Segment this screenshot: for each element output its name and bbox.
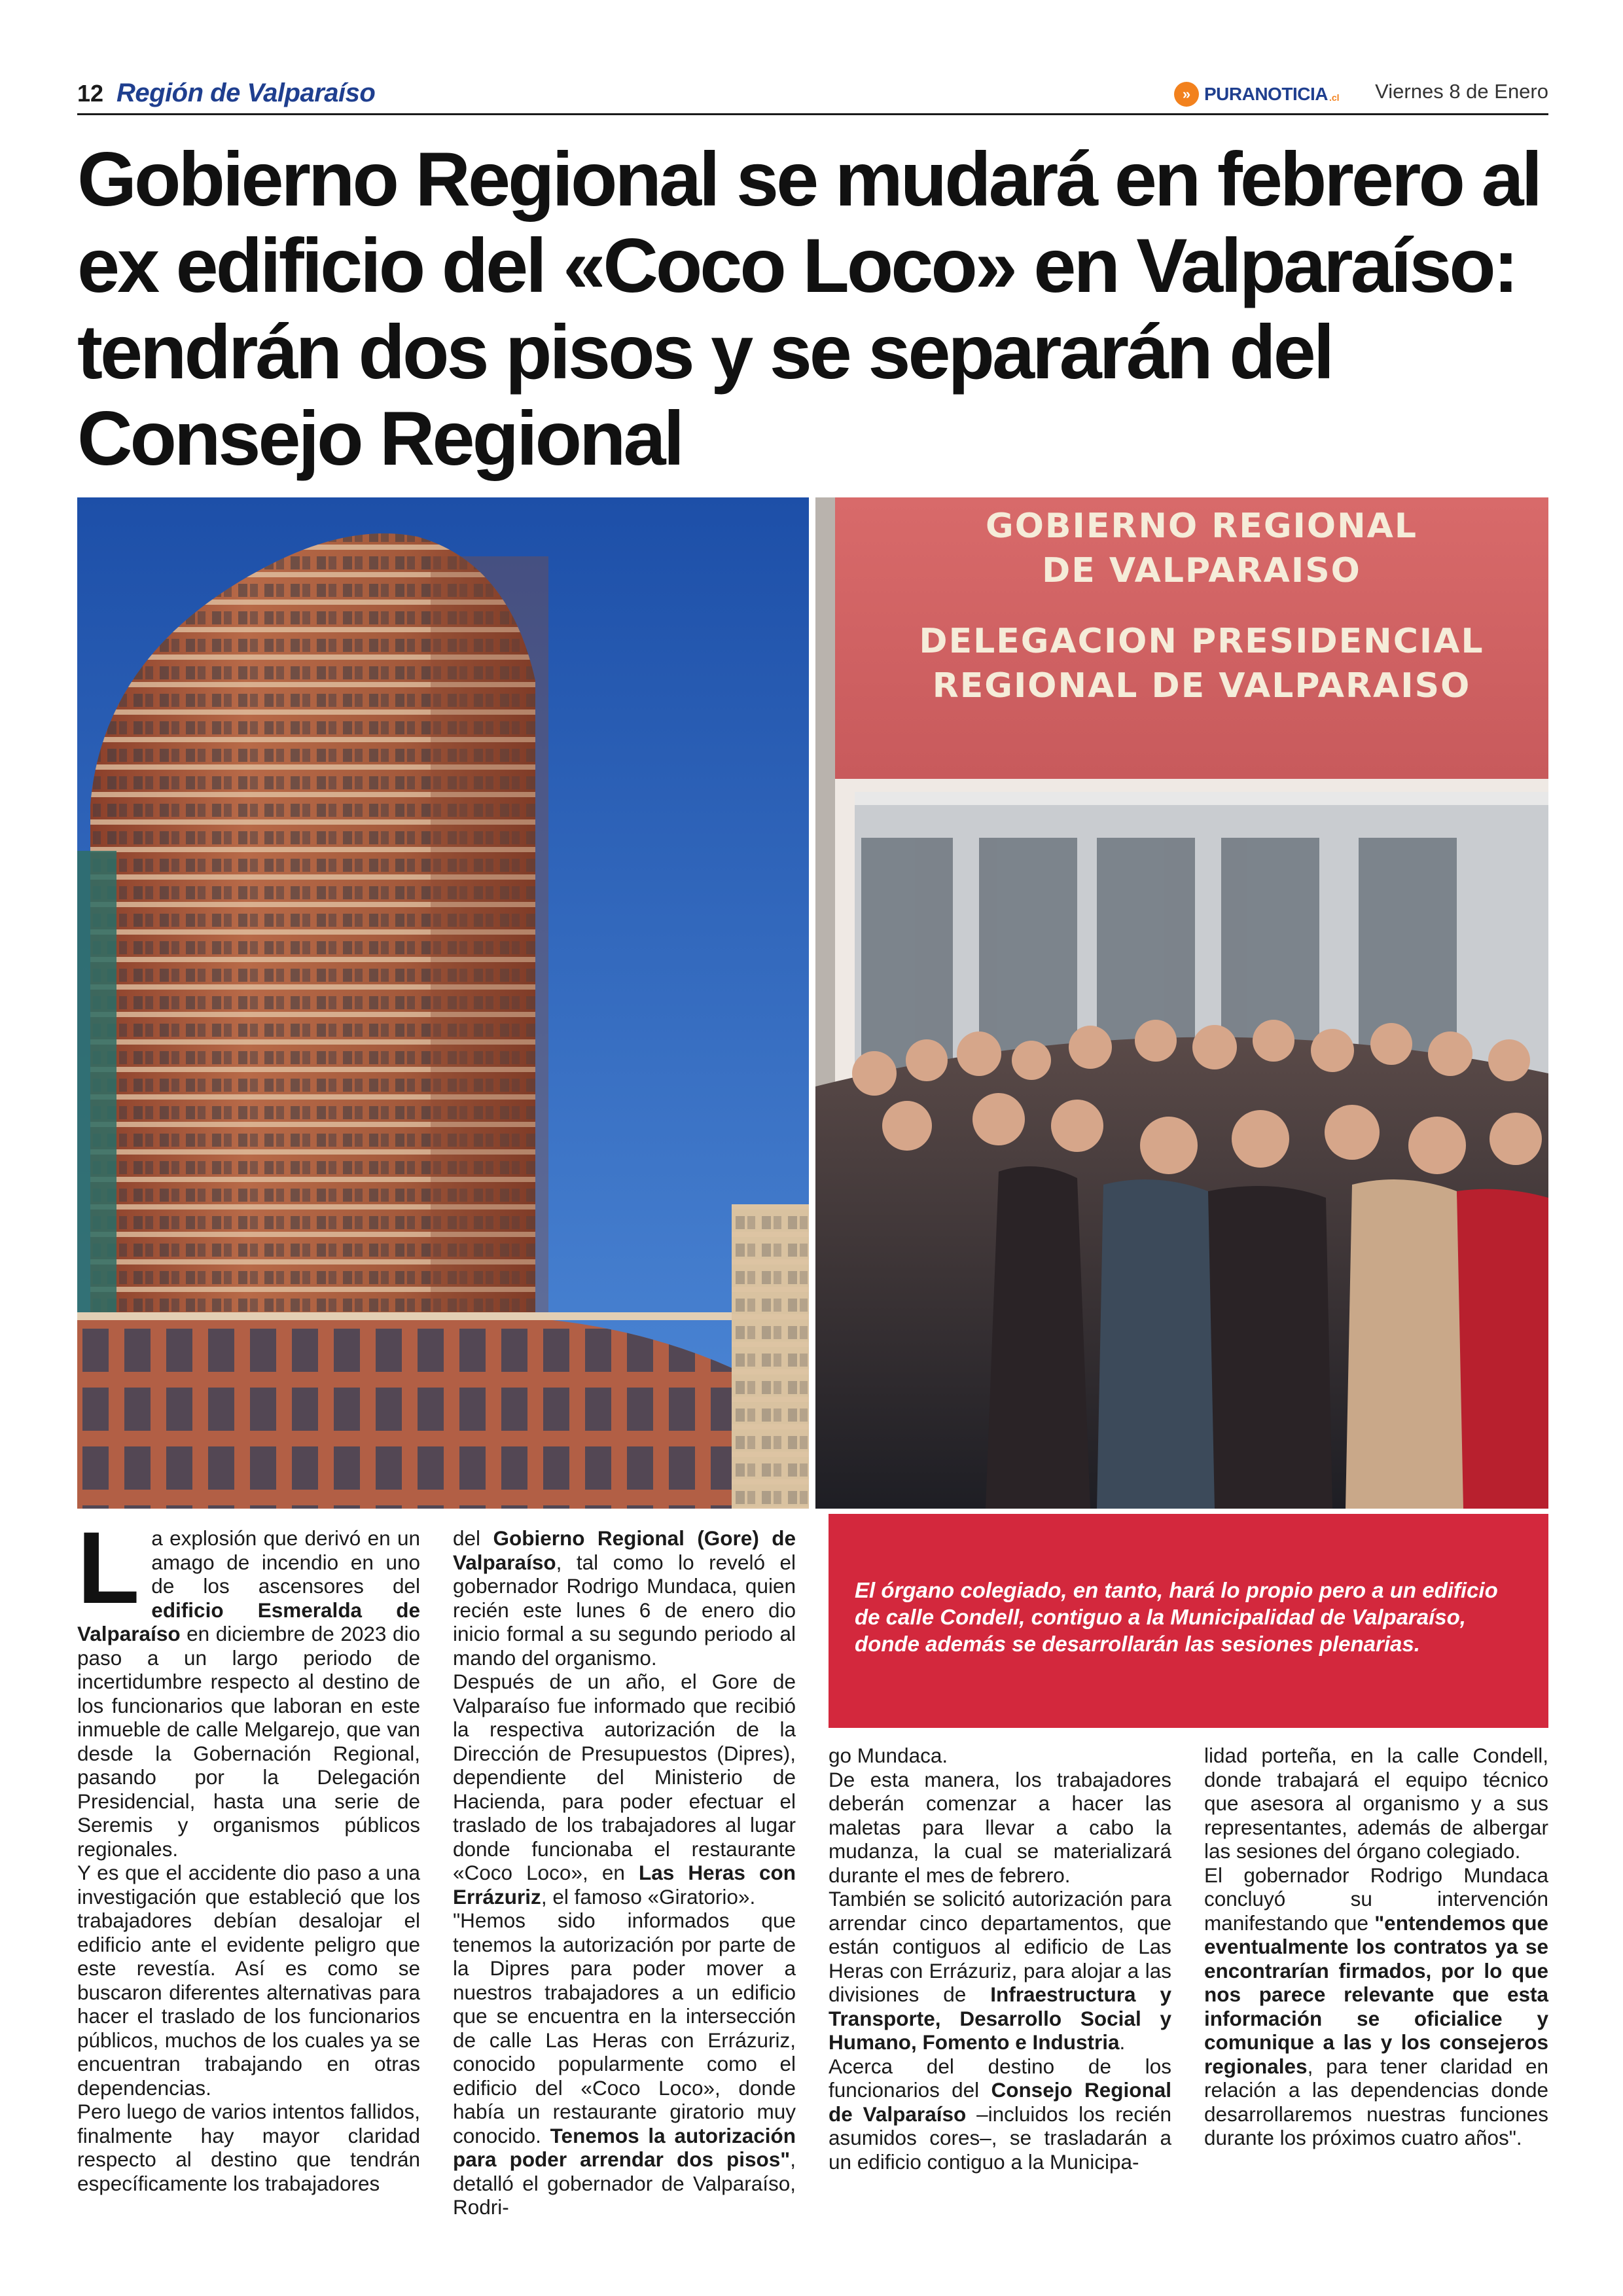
text-run: a explosión que derivó en un amago de incendio en uno de los ascensores del [151,1526,420,1598]
brand-arrows-icon: » [1174,82,1199,107]
paragraph: Y es que el accidente dio paso a una investigación que estableció que los trabajadores debían desalojar el edificio ante el evidente peligro que este revestía. Así es como se buscaron diferentes alternativas para hacer el traslado de los funcionarios públicos, muchos de los cuales ya se encuentran trabajando en otras dependencias. [77,1861,420,2100]
bold-text-run: edificio Esmeralda de Valparaíso [77,1598,420,1645]
page-header [77,73,1548,115]
text-run: , detalló el gobernador de Valparaíso, Rodri- [453,2147,796,2219]
pull-quote [829,1514,1548,1728]
paragraph [453,1526,796,1670]
section-name: Región de Valparaíso [116,79,376,107]
paragraph [453,1909,796,2219]
text-run: , para tener claridad en relación a las dependencias donde desarrollaremos nuestras funciones durante los próximos cuatro años". [1204,2054,1548,2149]
paragraph: Pero luego de varios intentos fallidos, finalmente hay mayor claridad respecto al destino que tendrán específicamente los trabajadores [77,2100,420,2195]
sign-line-3: DELEGACION PRESIDENCIAL [919,622,1484,661]
paragraph [453,1670,796,1909]
text-run: –incluidos los recién asumidos cores–, se trasladarán a un edificio contiguo a la Municipa- [829,2102,1172,2174]
text-run: , tal como lo reveló el gobernador Rodrigo Mundaca, quien recién este lunes 6 de enero dio inicio formal a su segundo periodo al mando del organismo. [453,1550,796,1670]
group-photo [815,497,1548,1509]
text-run: del [453,1526,493,1550]
dropcap: L [77,1511,140,1625]
bold-text-run: "entendemos que eventualmente los contratos ya se encontrarían firmados, por lo que nos parece relevante que esta información se oficialice y comunique a las y los consejeros regionales [1204,1910,1549,2078]
text-run: , el famoso «Giratorio». [541,1884,756,1909]
article-column-4 [1204,1744,1548,2150]
bold-text-run: Las Heras con Errázuriz [453,1861,796,1909]
paragraph: De esta manera, los trabajadores deberán comenzar a hacer las maletas para llevar a cabo la mudanza, la cual se materializará durante el mes de febrero. [829,1767,1171,1887]
text-run: "Hemos sido informados que tenemos la autorización por parte de la Dipres para poder mover a nuestros trabajadores a un edificio que se encuentra en la intersección de calle Las Heras con Errázuriz, conocido popularmente como el edificio del «Coco Loco», donde había un restaurante giratorio muy conocido. [453,1909,796,2147]
paragraph [1204,1863,1548,2150]
text-run: . [1119,2030,1126,2054]
text-run: Después de un año, el Gore de Valparaíso fue informado que recibió la respectiva autorización de la Dirección de Presupuestos (Dipres), dependiente del Ministerio de Hacienda, para poder efectuar el traslado de los trabajadores al lugar donde funcionaba el restaurante «Coco Loco», en [453,1670,796,1884]
article-column-3 [829,1744,1171,2174]
paragraph [829,2054,1171,2174]
bold-text-run: Tenemos la autorización para poder arrendar dos pisos" [453,2123,796,2171]
article-column-1 [77,1511,420,2195]
headline: Gobierno Regional se mudará en febrero al ex edificio del «Coco Loco» en Valparaíso: tendrán dos pisos y se separarán del Consejo Regional [77,136,1541,481]
page-number: 12 [77,80,104,107]
sign-line-1: GOBIERNO REGIONAL [986,507,1418,546]
paragraph [829,1887,1171,2054]
paragraph [77,1511,420,1861]
text-run: El gobernador Rodrigo Mundaca concluyó su intervención manifestando que [1204,1863,1548,1935]
paragraph: go Mundaca. [829,1744,948,1767]
text-run: También se solicitó autorización para arrendar cinco departamentos, que están contiguos al edificio de Las Heras con Errázuriz, para alojar a las divisiones de [829,1887,1171,2006]
brand-logo [1174,81,1340,107]
text-run: Acerca del destino de los funcionarios del [829,2054,1171,2102]
bold-text-run: Infraestructura y Transporte, Desarrollo Social y Humano, Fomento e Industria [829,1982,1171,2054]
sign-line-4: REGIONAL DE VALPARAISO [932,666,1471,706]
paragraph: lidad porteña, en la calle Condell, donde trabajará el equipo técnico que asesora al organismo y a sus representantes, además de albergar las sesiones del órgano colegiado. [1204,1744,1548,1863]
text-run: en diciembre de 2023 dio paso a un largo periodo de incertidumbre respecto al destino de los funcionarios que laboran en este inmueble de calle Melgarejo, que van desde la Gobernación Regional, pasando por la Delegación Presidencial, hasta una serie de Seremis y organismos públicos regionales. [77,1622,420,1861]
brand-suffix: .cl [1329,92,1340,103]
pull-quote-text: El órgano colegiado, en tanto, hará lo propio pero a un edificio de calle Condell, contiguo a la Municipalidad de Valparaíso, donde además se desarrollarán las sesiones plenarias. [855,1578,1498,1656]
issue-date: Viernes 8 de Enero [1375,80,1548,103]
bold-text-run: Consejo Regional de Valparaíso [829,2078,1172,2126]
sign-line-2: DE VALPARAISO [1042,551,1361,590]
building-photo [77,497,809,1509]
building-sign [907,504,1496,708]
article-column-2 [453,1526,796,2219]
bold-text-run: Gobierno Regional (Gore) de Valparaíso [453,1526,796,1574]
brand-name: PURANOTICIA [1204,84,1328,104]
